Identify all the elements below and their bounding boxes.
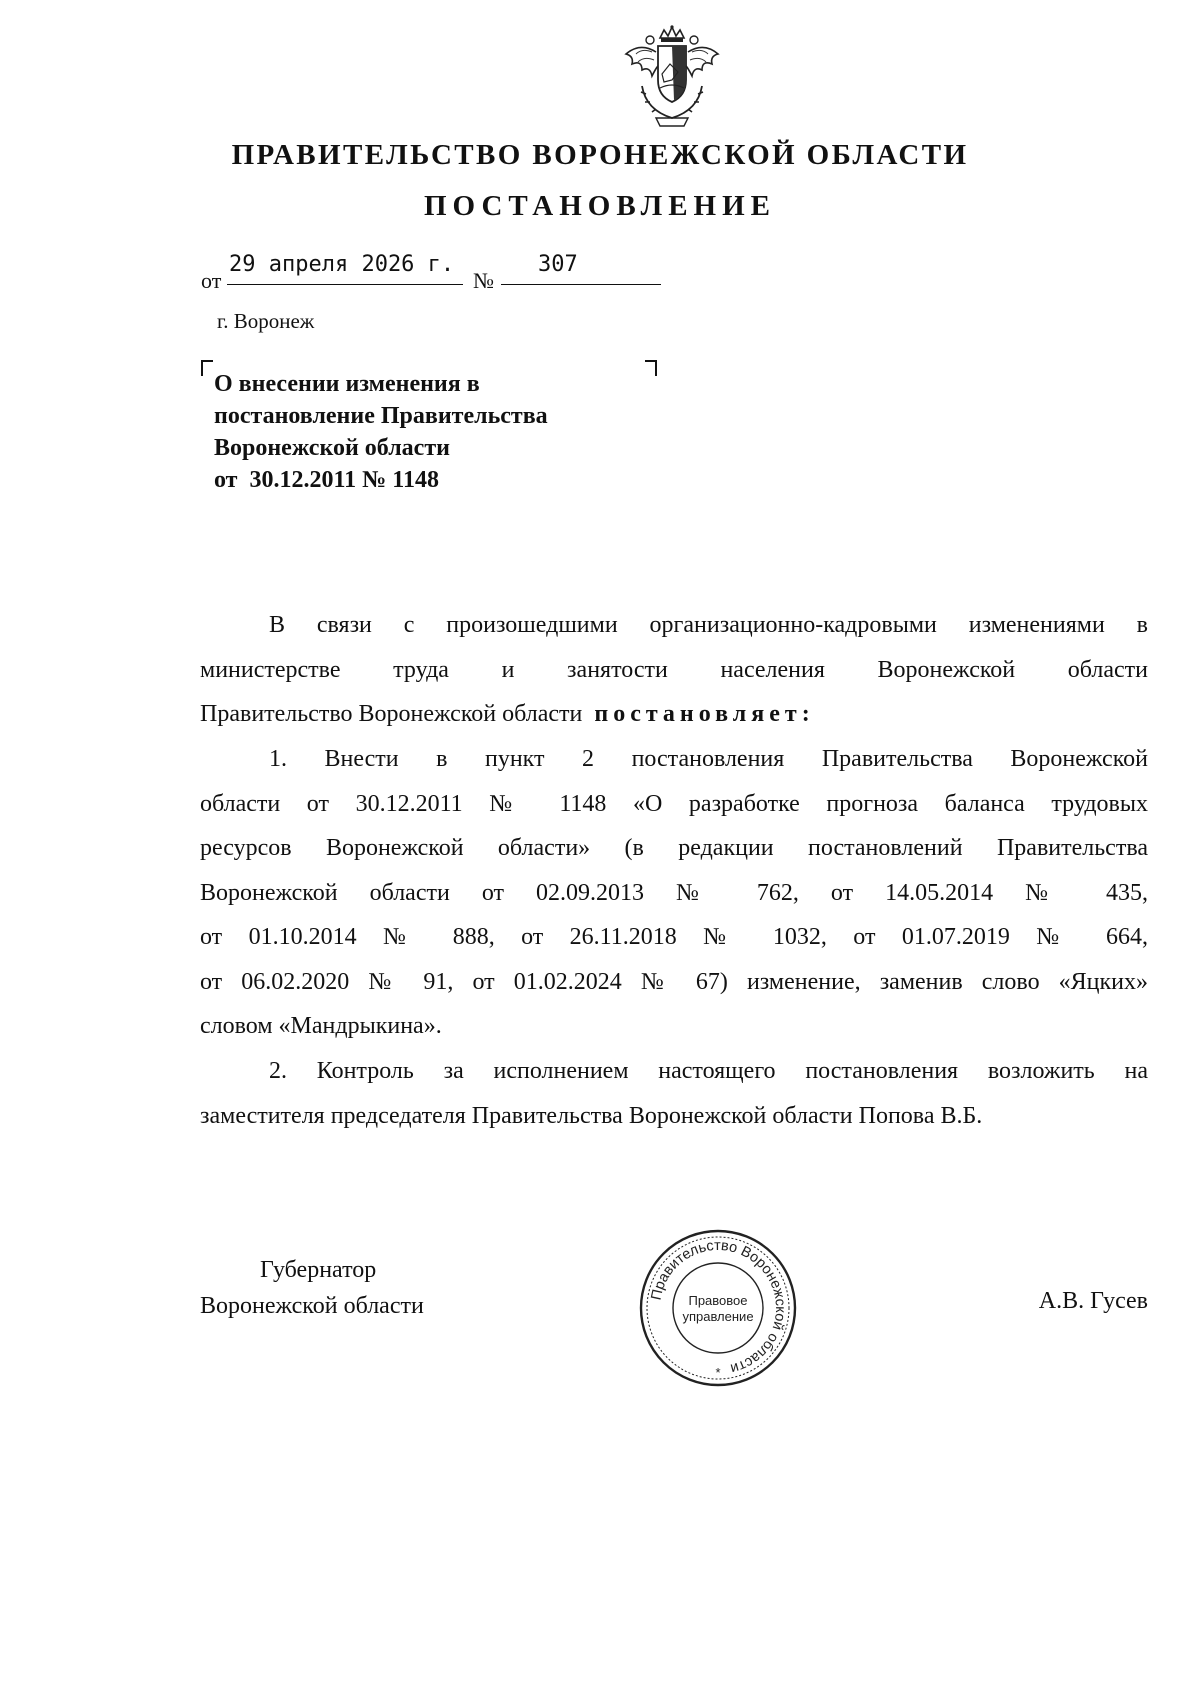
city: г. Воронеж	[217, 309, 315, 333]
subject-corner-left	[201, 360, 213, 376]
signatory-position-line: Воронежской области	[200, 1293, 424, 1319]
subject-line: Воронежской области	[214, 435, 450, 461]
body-line: ресурсов Воронежской области» (в редакции постановлений Правительства	[200, 835, 1148, 861]
body-line: области от 30.12.2011 № 1148 «О разработке прогноза баланса трудовых	[200, 790, 1148, 817]
legal-department-stamp	[638, 1228, 798, 1388]
item-2-paragraph	[200, 1049, 1148, 1138]
body-line: 2. Контроль за исполнением настоящего постановления возложить на	[269, 1058, 1148, 1084]
date-prefix: от	[201, 268, 222, 293]
intro-paragraph	[200, 603, 1148, 737]
signatory-name: А.В. Гусев	[1038, 1288, 1148, 1314]
stamp-star: *	[715, 1365, 721, 1380]
number-underline	[501, 284, 661, 285]
stamp-center-line: Правовое	[688, 1293, 748, 1308]
subject-line: постановление Правительства	[214, 403, 548, 429]
government-title: ПРАВИТЕЛЬСТВО ВОРОНЕЖСКОЙ ОБЛАСТИ	[231, 139, 969, 171]
keyword-colon: :	[801, 701, 810, 727]
number-prefix: №	[473, 268, 494, 293]
signatory-position-line: Губернатор	[260, 1257, 377, 1283]
body-line: заместителя председателя Правительства Воронежской области Попова В.Б.	[200, 1102, 983, 1129]
subject-corner-right	[645, 360, 657, 376]
date-underline	[227, 284, 463, 285]
body-line: от 06.02.2020 № 91, от 01.02.2024 № 67) изменение, заменив слово «Яцких»	[200, 968, 1148, 995]
item-1-paragraph	[200, 737, 1148, 1049]
date-value: 29 апреля 2026 г.	[229, 252, 455, 277]
body-line: словом «Мандрыкина».	[200, 1013, 442, 1039]
subject-line: от 30.12.2011 № 1148	[214, 467, 439, 493]
date-number-line	[201, 252, 671, 293]
keyword-postanovlyaet: постановляет	[594, 701, 802, 727]
body-line: В связи с произошедшими организационно-кадровыми изменениями в	[269, 612, 1148, 638]
document-type: ПОСТАНОВЛЕНИЕ	[423, 190, 776, 222]
subject-line: О внесении изменения в	[214, 371, 480, 397]
coat-of-arms-icon	[612, 24, 732, 128]
stamp-ring-textpath: Правительство Воронежской области	[648, 1237, 789, 1377]
stamp-center-line: управление	[682, 1309, 754, 1324]
body-line: министерстве труда и занятости населения Воронежской области	[200, 656, 1148, 683]
body-line: 1. Внести в пункт 2 постановления Правительства Воронежской	[269, 746, 1148, 772]
number-value: 307	[538, 252, 578, 277]
body-line: от 01.10.2014 № 888, от 26.11.2018 № 1032, от 01.07.2019 № 664,	[200, 924, 1148, 950]
body-line-resolution	[200, 692, 1148, 737]
document-subject	[214, 368, 548, 496]
signatory-position	[200, 1252, 424, 1324]
body-line: Воронежской области от 02.09.2013 № 762, от 14.05.2014 № 435,	[200, 879, 1148, 906]
body-line: Правительство Воронежской области	[200, 701, 583, 727]
